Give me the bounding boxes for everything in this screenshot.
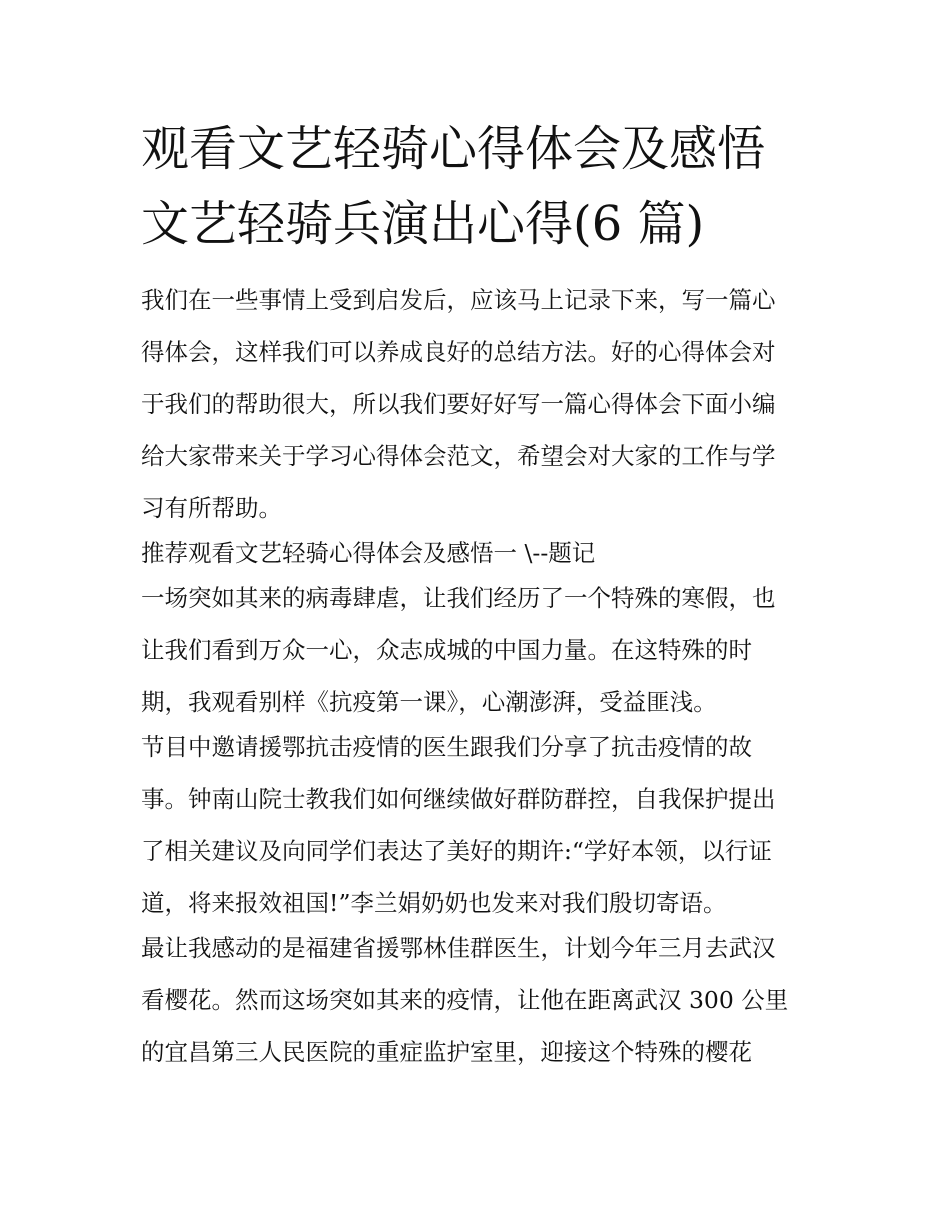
document-title	[141, 112, 821, 262]
body-paragraph	[141, 930, 811, 1086]
paragraph-line: 让我们看到万众一心，众志成城的中国力量。在这特殊的时	[141, 636, 752, 664]
paragraph-line: 最让我感动的是福建省援鄂林佳群医生，计划今年三月去武汉	[141, 934, 776, 962]
title-line: 观看文艺轻骑心得体会及感悟	[141, 121, 766, 177]
section-heading	[141, 535, 811, 580]
paragraph-line: 了相关建议及向同学们表达了美好的期许:“学好本领，以行证	[141, 837, 772, 865]
paragraph-line: 道，将来报效祖国!”李兰娟奶奶也发来对我们殷切寄语。	[141, 889, 727, 917]
paragraph-line: 得体会，这样我们可以养成良好的总结方法。好的心得体会对	[141, 338, 776, 366]
paragraph-line: 一场突如其来的病毒肆虐，让我们经历了一个特殊的寒假，也	[141, 584, 776, 612]
paragraph-line: 我们在一些事情上受到启发后，应该马上记录下来，写一篇心	[141, 286, 776, 314]
paragraph-line: 习有所帮助。	[141, 494, 282, 522]
title-line: 文艺轻骑兵演出心得(6 篇)	[141, 196, 705, 252]
body-paragraph	[141, 580, 811, 729]
section-heading-text: 推荐观看文艺轻骑心得体会及感悟一 \--题记	[141, 539, 596, 567]
paragraph-line: 的宜昌第三人民医院的重症监护室里，迎接这个特殊的樱花	[141, 1038, 752, 1066]
paragraph-line: 看樱花。然而这场突如其来的疫情，让他在距离武汉 300 公里	[141, 986, 789, 1014]
document-body	[141, 282, 811, 1086]
paragraph-line: 事。钟南山院士教我们如何继续做好群防群控，自我保护提出	[141, 785, 776, 813]
paragraph-line: 于我们的帮助很大，所以我们要好好写一篇心得体会下面小编	[141, 390, 776, 418]
paragraph-line: 节目中邀请援鄂抗击疫情的医生跟我们分享了抗击疫情的故	[141, 733, 752, 761]
intro-paragraph	[141, 282, 811, 535]
paragraph-line: 给大家带来关于学习心得体会范文，希望会对大家的工作与学	[141, 442, 776, 470]
paragraph-line: 期，我观看别样《抗疫第一课》，心潮澎湃，受益匪浅。	[141, 688, 717, 716]
body-paragraph	[141, 729, 811, 930]
